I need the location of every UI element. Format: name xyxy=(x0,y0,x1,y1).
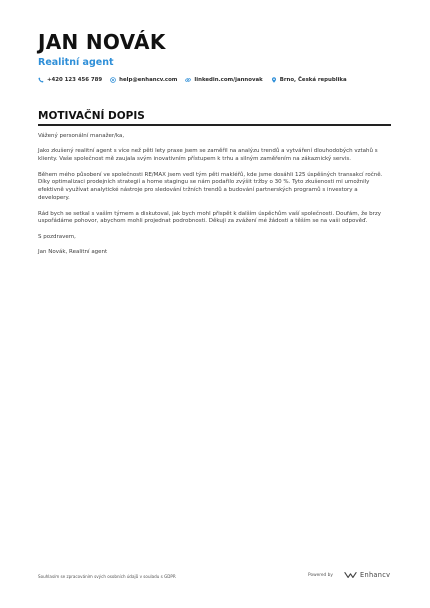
contact-bar xyxy=(38,77,347,83)
section-heading: MOTIVAČNÍ DOPIS xyxy=(38,110,145,122)
contact-email[interactable] xyxy=(110,77,177,83)
contact-linkedin-text: linkedin.com/jannovak xyxy=(194,77,263,83)
at-icon xyxy=(110,77,116,83)
section-divider xyxy=(38,124,391,126)
enhancv-brand-name: Enhancv xyxy=(360,571,391,579)
candidate-name: JAN NOVÁK xyxy=(38,30,166,54)
letter-closing: S pozdravem, xyxy=(38,233,76,240)
powered-by-label: Powered by xyxy=(308,573,333,578)
letter-signature: Jan Novák, Realitní agent xyxy=(38,249,108,256)
letter-greeting: Vážený personální manažer/ka, xyxy=(38,133,125,139)
letter-paragraph: Rád bych se setkal s vaším týmem a diskutoval, jak bych mohl přispět k dalším úspěchům vaší společnosti. Doufám, že brzy uspořádáme pohovor, abychom mohli projednat podrobnosti. Děkuji za zvážení mé žádosti a těším se na vaši odpověď. xyxy=(38,210,382,225)
letter-paragraph: Během mého působení ve společnosti RE/MAX jsem vedl tým pěti makléřů, kde jsme dosáhli 125 úspěšných transakcí ročně. Díky optimalizaci prodejních strategií a home stagingu se nám podařilo zvýšit tržby o 30 %. Tyto zkušenosti mi umožnily efektivně využívat analytické nástroje pro sledování tržních trendů a budování partnerských programů s investory a developery. xyxy=(38,171,383,202)
contact-linkedin[interactable] xyxy=(185,77,262,83)
contact-location-text: Brno, Česká republika xyxy=(279,77,347,83)
contact-location xyxy=(271,77,347,83)
location-pin-icon xyxy=(271,77,277,83)
enhancv-brand[interactable] xyxy=(344,571,390,579)
contact-phone xyxy=(38,77,102,83)
contact-email-text: help@enhancv.com xyxy=(119,77,178,83)
link-icon xyxy=(185,77,191,83)
gdpr-consent-note: Souhlasím se zpracováním svých osobních údajů v souladu s GDPR xyxy=(38,574,176,579)
letter-body xyxy=(38,133,390,264)
letter-paragraph: Jako zkušený realitní agent s více než pěti lety praxe jsem se zaměřil na analýzu trendů a vytváření dlouhodobých vztahů s klienty. Vaše společnost mě zaujala svým inovativním přístupem k trhu a silným zaměřením na zákaznický servis. xyxy=(38,148,378,163)
candidate-role: Realitní agent xyxy=(38,57,114,68)
enhancv-logo-icon xyxy=(344,571,357,579)
phone-icon xyxy=(38,77,44,83)
contact-phone-text: +420 123 456 789 xyxy=(47,77,103,83)
